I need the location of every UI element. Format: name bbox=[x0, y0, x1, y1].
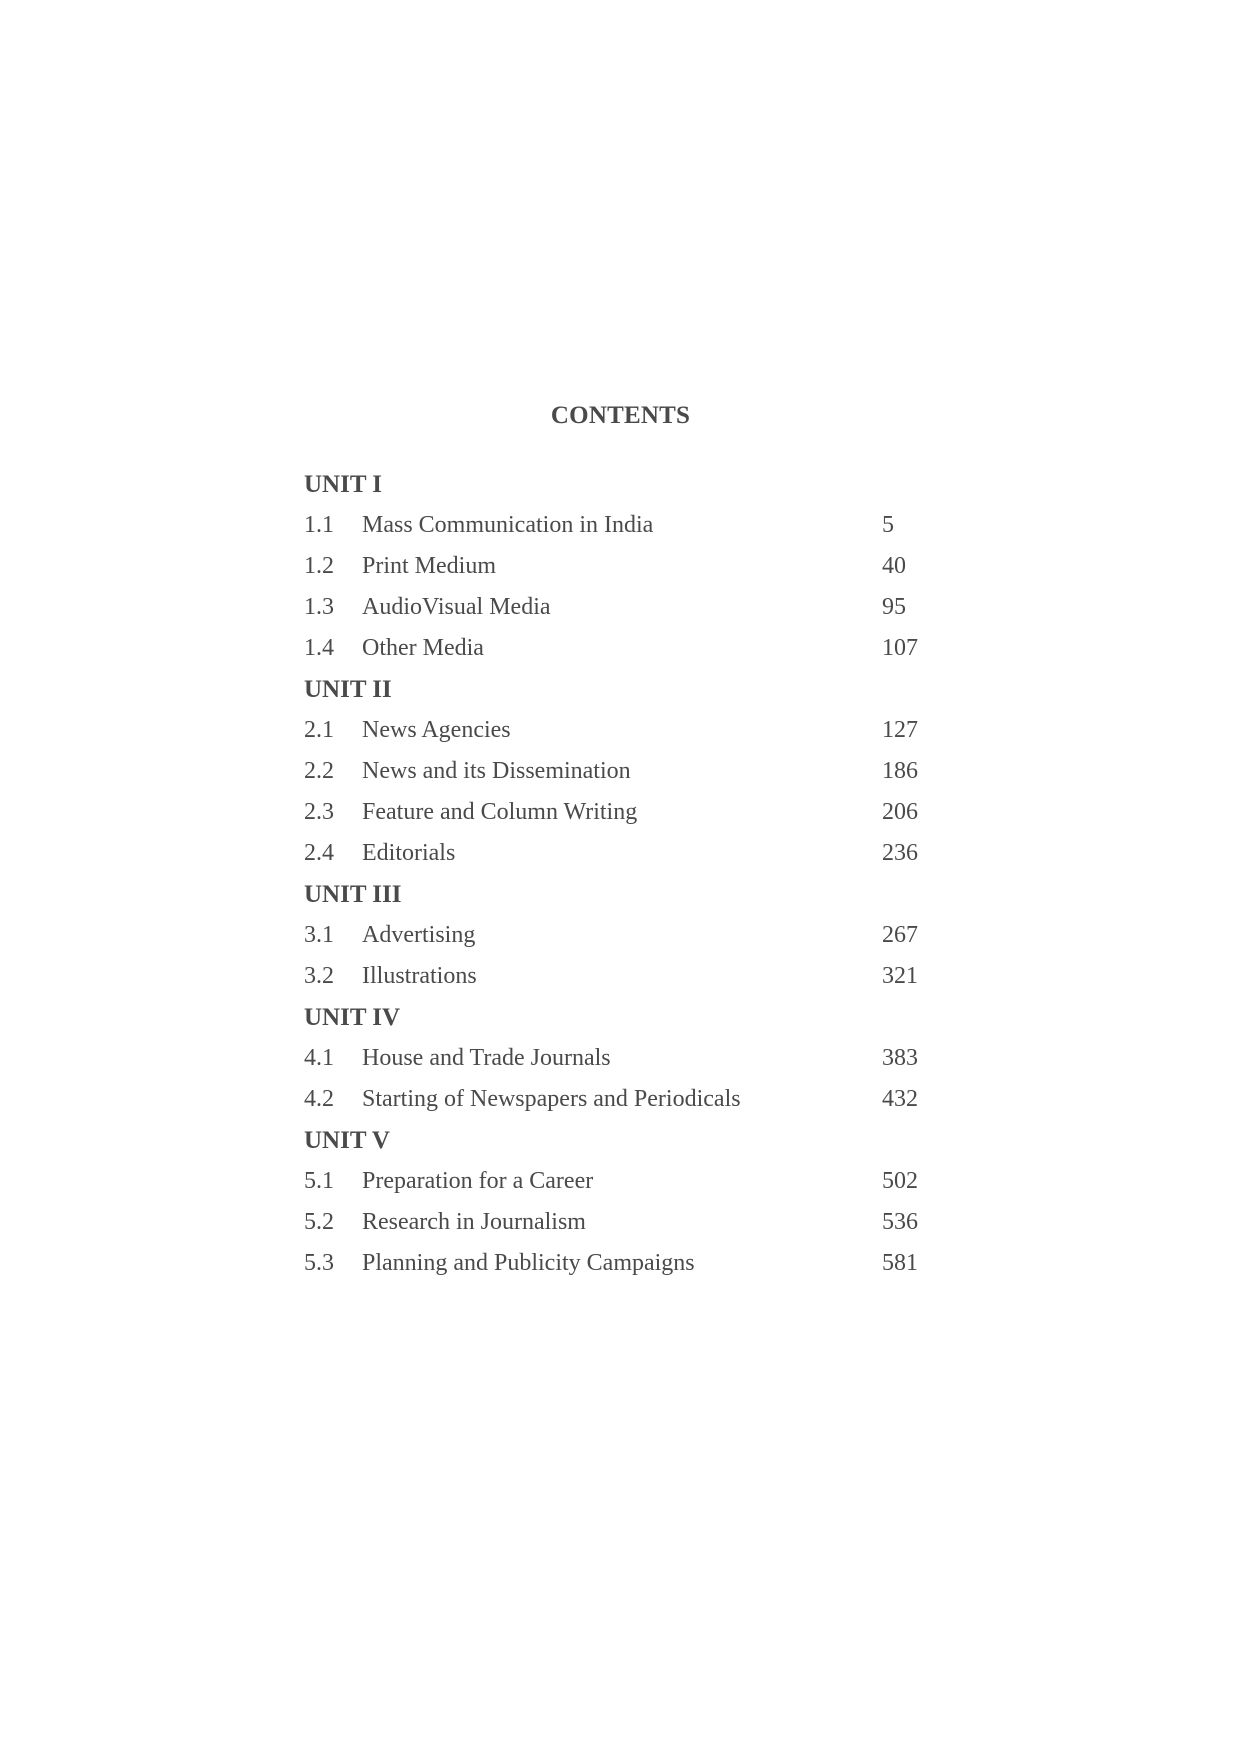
toc-entry bbox=[304, 956, 924, 997]
section-number: 2.4 bbox=[304, 840, 334, 866]
section-number: 1.1 bbox=[304, 512, 334, 538]
section-number: 5.3 bbox=[304, 1250, 334, 1276]
page-number: 206 bbox=[882, 799, 918, 825]
section-title: Other Media bbox=[362, 635, 484, 661]
page-number: 40 bbox=[882, 553, 906, 579]
section-number: 5.1 bbox=[304, 1168, 334, 1194]
page-number: 127 bbox=[882, 717, 918, 743]
section-number: 2.3 bbox=[304, 799, 334, 825]
section-number: 1.2 bbox=[304, 553, 334, 579]
toc-entry bbox=[304, 710, 924, 751]
unit-heading: UNIT V bbox=[304, 1127, 390, 1154]
page-number: 581 bbox=[882, 1250, 918, 1276]
toc-entry bbox=[304, 1202, 924, 1243]
toc-entry bbox=[304, 1161, 924, 1202]
toc-entry bbox=[304, 1243, 924, 1284]
toc-entry bbox=[304, 833, 924, 874]
section-number: 1.3 bbox=[304, 594, 334, 620]
unit-heading: UNIT III bbox=[304, 881, 402, 908]
section-title: AudioVisual Media bbox=[362, 594, 551, 620]
section-title: Print Medium bbox=[362, 553, 497, 579]
section-title: Research in Journalism bbox=[362, 1209, 586, 1235]
table-of-contents bbox=[304, 464, 924, 1284]
page-number: 5 bbox=[882, 512, 894, 538]
page-title: CONTENTS bbox=[550, 402, 691, 429]
section-title: Advertising bbox=[362, 922, 476, 948]
unit-heading: UNIT I bbox=[304, 471, 383, 498]
section-number: 4.2 bbox=[304, 1086, 334, 1112]
page-number: 536 bbox=[882, 1209, 918, 1235]
section-title: News Agencies bbox=[362, 717, 511, 743]
section-number: 4.1 bbox=[304, 1045, 334, 1071]
section-title: Editorials bbox=[362, 840, 456, 866]
toc-entry bbox=[304, 587, 924, 628]
section-number: 3.2 bbox=[304, 963, 334, 989]
toc-entry bbox=[304, 751, 924, 792]
toc-entry bbox=[304, 1079, 924, 1120]
page-number: 502 bbox=[882, 1168, 918, 1194]
section-number: 3.1 bbox=[304, 922, 334, 948]
page-number: 107 bbox=[882, 635, 918, 661]
section-title: Illustrations bbox=[362, 963, 477, 989]
section-title: Planning and Publicity Campaigns bbox=[362, 1250, 695, 1276]
unit-heading: UNIT II bbox=[304, 676, 392, 703]
section-title: House and Trade Journals bbox=[362, 1045, 611, 1071]
page-number: 267 bbox=[882, 922, 918, 948]
section-number: 2.2 bbox=[304, 758, 334, 784]
toc-entry bbox=[304, 628, 924, 669]
page-number: 383 bbox=[882, 1045, 918, 1071]
toc-entry bbox=[304, 546, 924, 587]
unit-heading: UNIT IV bbox=[304, 1004, 401, 1031]
page-number: 95 bbox=[882, 594, 906, 620]
page-number: 432 bbox=[882, 1086, 918, 1112]
toc-entry bbox=[304, 505, 924, 546]
section-number: 2.1 bbox=[304, 717, 334, 743]
section-title: News and its Dissemination bbox=[362, 758, 631, 784]
page-number: 236 bbox=[882, 840, 918, 866]
toc-entry bbox=[304, 1038, 924, 1079]
section-number: 5.2 bbox=[304, 1209, 334, 1235]
page-number: 186 bbox=[882, 758, 918, 784]
section-title: Starting of Newspapers and Periodicals bbox=[362, 1086, 741, 1112]
page-number: 321 bbox=[882, 963, 918, 989]
section-title: Preparation for a Career bbox=[362, 1168, 594, 1194]
toc-entry bbox=[304, 792, 924, 833]
toc-entry bbox=[304, 915, 924, 956]
section-number: 1.4 bbox=[304, 635, 334, 661]
section-title: Mass Communication in India bbox=[362, 512, 654, 538]
section-title: Feature and Column Writing bbox=[362, 799, 638, 825]
